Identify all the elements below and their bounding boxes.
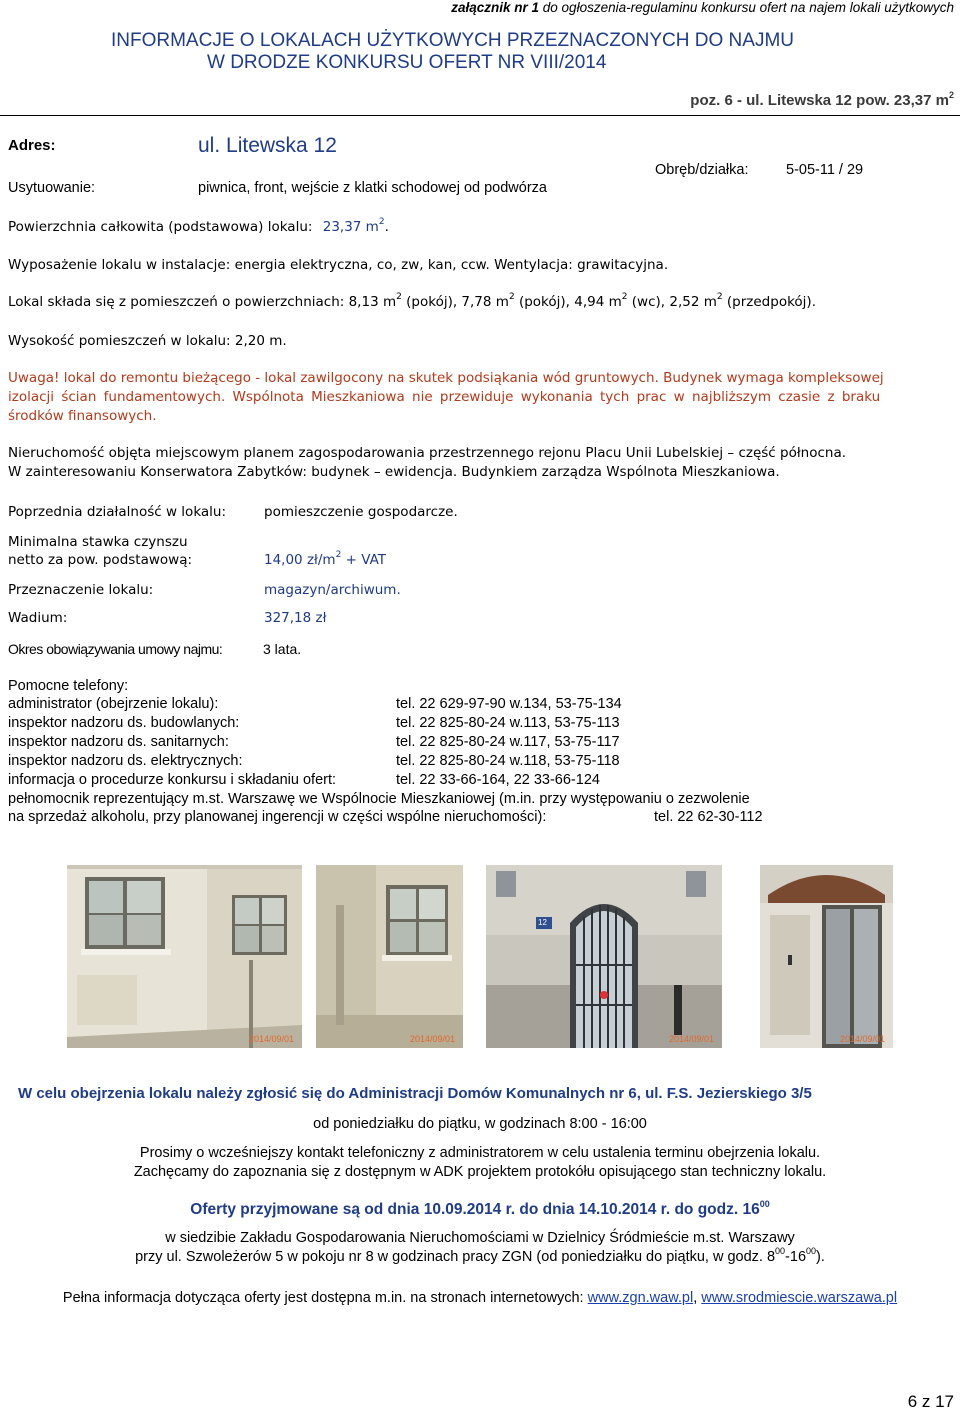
rooms-line <box>8 294 816 310</box>
full-info-text: Pełna informacja dotycząca oferty jest dostępna m.in. na stronach internetowych: <box>62 1290 588 1306</box>
office-hours: od poniedziałku do piątku, w godzinach 8:00 - 16:00 <box>313 1116 647 1132</box>
position-text: poz. 6 - ul. Litewska 12 pow. 23,37 m <box>690 92 949 109</box>
place-line2-end: ). <box>816 1249 825 1265</box>
phone-value: tel. 22 33-66-164, 22 33-66-124 <box>396 772 600 788</box>
lease-value: 3 lata. <box>263 641 302 657</box>
phones-heading: Pomocne telefony: <box>8 678 129 694</box>
phone-value: tel. 22 629-97-90 w.134, 53-75-134 <box>396 696 622 712</box>
phone-label: inspektor nadzoru ds. elektrycznych: <box>8 753 243 769</box>
warning-line2: izolacji ścian fundamentowych. Wspólnota Mieszkaniowa nie przewiduje wykonania tych prac w najbliższym czasie z braku <box>8 389 881 405</box>
full-info-line <box>0 1290 960 1306</box>
property-line2: W zainteresowaniu Konserwatora Zabytków: budynek – ewidencja. Budynkiem zarządza Wspólnota Mieszkaniowa. <box>8 464 780 480</box>
proxy-line2: na sprzedaż alkoholu, przy planowanej ingerencji w części wspólne nieruchomości): <box>8 809 547 825</box>
offers-deadline-sup: 00 <box>759 1199 770 1209</box>
phone-label: inspektor nadzoru ds. budowlanych: <box>8 715 240 731</box>
photo-date-stamp: 2014/09/01 <box>409 1034 455 1044</box>
annex-note-bold: załącznik nr 1 <box>451 0 540 15</box>
proxy-line1: pełnomocnik reprezentujący m.st. Warszawę we Wspólnocie Mieszkaniowej (m.in. przy występowaniu o zezwolenie <box>8 791 750 807</box>
lease-label: Okres obowiązywania umowy najmu: <box>8 641 223 657</box>
rooms-sup-2: 2 <box>508 292 515 302</box>
link-separator: , <box>693 1290 702 1306</box>
photo-date-stamp: 2014/09/01 <box>839 1034 885 1044</box>
address-value: ul. Litewska 12 <box>198 134 337 157</box>
rooms-text-1: Lokal składa się z pomieszczeń o powierzchniach: 8,13 m <box>8 294 397 310</box>
rooms-sup-1: 2 <box>396 292 402 302</box>
annex-note-rest: do ogłoszenia-regulaminu konkursu ofert na najem lokali użytkowych <box>539 0 954 15</box>
location-label: Usytuowanie: <box>8 180 96 196</box>
previous-activity-label: Poprzednia działalność w lokalu: <box>8 504 227 520</box>
photo-interior-windows <box>67 865 302 1048</box>
proxy-phone: tel. 22 62-30-112 <box>654 809 763 825</box>
phone-value: tel. 22 825-80-24 w.117, 53-75-117 <box>396 734 620 750</box>
phone-value: tel. 22 825-80-24 w.113, 53-75-113 <box>396 715 620 731</box>
document-title-line2: W DRODZE KONKURSU OFERT NR VIII/2014 <box>207 52 607 73</box>
location-value: piwnica, front, wejście z klatki schodowej od podwórza <box>198 180 547 196</box>
rent-vat: + VAT <box>341 552 386 568</box>
previous-activity-value: pomieszczenie gospodarcze. <box>264 504 458 520</box>
rent-value <box>264 552 386 568</box>
area-sup: 2 <box>378 217 385 227</box>
warning-line1: Uwaga! lokal do remontu bieżącego - lokal zawilgocony na skutek podsiąkania wód gruntowych. Budynek wymaga kompleksowej <box>8 370 884 386</box>
deposit-value: 327,18 zł <box>264 610 327 626</box>
purpose-label: Przeznaczenie lokalu: <box>8 582 154 598</box>
photo-date-stamp: 2014/09/01 <box>248 1034 294 1044</box>
contact-line2: Zachęcamy do zapoznania się z dostępnym w ADK projektem protokółu opisującego stan techniczny lokalu. <box>133 1164 827 1180</box>
rooms-sup-4: 2 <box>716 292 723 302</box>
place-sup2: 00 <box>806 1246 817 1256</box>
rent-label-line1: Minimalna stawka czynszu <box>8 534 188 550</box>
rooms-text-4: (wc), 2,52 m <box>627 294 717 310</box>
area-value-text: 23,37 m <box>322 219 379 235</box>
offers-deadline <box>0 1201 960 1219</box>
srodmiescie-website-link[interactable]: www.srodmiescie.warszawa.pl <box>701 1290 898 1306</box>
place-line2-mid: -16 <box>785 1249 807 1265</box>
rooms-text-5: (przedpokój). <box>722 294 816 310</box>
annex-note <box>451 0 954 15</box>
phone-label: administrator (obejrzenie lokalu): <box>8 696 219 712</box>
position-header <box>690 92 954 109</box>
photo-date-stamp: 2014/09/01 <box>668 1034 714 1044</box>
document-title-line1: INFORMACJE O LOKALACH UŻYTKOWYCH PRZEZNACZONYCH DO NAJMU <box>111 30 794 51</box>
phone-value: tel. 22 825-80-24 w.118, 53-75-118 <box>396 753 620 769</box>
plot-value: 5-05-11 / 29 <box>786 162 864 178</box>
rooms-text-3: (pokój), 4,94 m <box>514 294 622 310</box>
place-line2 <box>0 1246 960 1265</box>
equipment-line: Wyposażenie lokalu w instalacje: energia elektryczna, co, zw, kan, ccw. Wentylacja: grawitacyjna. <box>8 257 669 273</box>
address-label: Adres: <box>8 137 56 154</box>
contact-line1: Prosimy o wcześniejszy kontakt telefoniczny z administratorem w celu ustalenia terminu obejrzenia lokalu. <box>139 1145 821 1161</box>
admin-notice: W celu obejrzenia lokalu należy zgłosić się do Administracji Domów Komunalnych nr 6, ul. F.S. Jezierskiego 3/5 <box>18 1085 812 1102</box>
phone-label: inspektor nadzoru ds. sanitarnych: <box>8 734 229 750</box>
area-value <box>323 219 385 235</box>
place-sup1: 00 <box>775 1246 786 1256</box>
rooms-text-2: (pokój), 7,78 m <box>401 294 509 310</box>
height-line: Wysokość pomieszczeń w lokalu: 2,20 m. <box>8 333 287 349</box>
photo-interior-corner <box>316 865 463 1048</box>
offers-deadline-text: Oferty przyjmowane są od dnia 10.09.2014 r. do dnia 14.10.2014 r. do godz. 16 <box>190 1201 760 1218</box>
plot-label: Obręb/działka: <box>655 162 749 178</box>
rent-value-text: 14,00 zł/m <box>264 552 336 568</box>
position-sup: 2 <box>948 90 954 100</box>
warning-line3: środków finansowych. <box>8 408 157 424</box>
photo-gate <box>486 865 722 1048</box>
place-line2-text: przy ul. Szwoleżerów 5 w pokoju nr 8 w godzinach pracy ZGN (od poniedziałku do piątku, w godz. 8 <box>135 1249 776 1265</box>
rent-label-line2: netto za pow. podstawową: <box>8 552 193 568</box>
house-number-plate: 12 <box>538 918 547 927</box>
area-line <box>8 219 389 235</box>
area-label: Powierzchnia całkowita (podstawowa) lokalu: <box>8 219 313 235</box>
purpose-value: magazyn/archiwum. <box>264 582 401 598</box>
phone-label: informacja o procedurze konkursu i składaniu ofert: <box>8 772 337 788</box>
page-number: 6 z 17 <box>907 1392 954 1411</box>
rooms-sup-3: 2 <box>621 292 628 302</box>
deposit-label: Wadium: <box>8 610 68 626</box>
photo-entrance <box>760 865 893 1048</box>
property-line1: Nieruchomość objęta miejscowym planem zagospodarowania przestrzennego rejonu Placu Unii Lubelskiej – część północna. <box>8 445 847 461</box>
rent-sup: 2 <box>335 550 342 560</box>
area-dot: . <box>384 219 389 235</box>
zgn-website-link[interactable]: www.zgn.waw.pl <box>587 1290 694 1306</box>
header-divider <box>0 115 960 116</box>
place-line1: w siedzibie Zakładu Gospodarowania Nieruchomościami w Dzielnicy Śródmieście m.st. Warszawy <box>165 1230 795 1246</box>
